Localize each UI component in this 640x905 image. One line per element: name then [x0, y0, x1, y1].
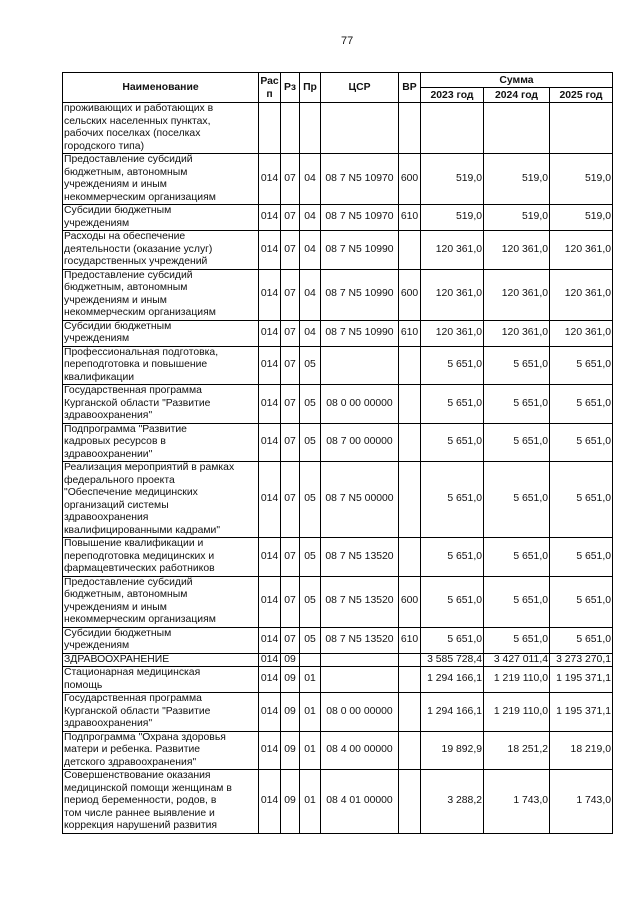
header-sum: Сумма [421, 73, 613, 88]
amount-2024-cell: 519,0 [484, 205, 550, 231]
amount-2024-cell: 5 651,0 [484, 423, 550, 462]
vr-cell [399, 667, 421, 693]
pr-cell: 04 [300, 269, 321, 320]
pr-cell [300, 103, 321, 154]
pr-cell: 04 [300, 205, 321, 231]
header-year-2025: 2025 год [550, 88, 613, 103]
rasp-cell [259, 103, 281, 154]
name-cell: Расходы на обеспечение деятельности (оказание услуг) государственных учреждений [63, 231, 259, 270]
pr-cell: 01 [300, 667, 321, 693]
table-row [63, 538, 613, 577]
amount-2024-cell: 5 651,0 [484, 462, 550, 538]
table-row [63, 667, 613, 693]
csr-cell [321, 103, 399, 154]
rasp-cell: 014 [259, 154, 281, 205]
rasp-cell: 014 [259, 731, 281, 770]
budget-table [62, 72, 613, 834]
rasp-cell: 014 [259, 576, 281, 627]
rz-cell: 09 [281, 731, 300, 770]
header-rasp: Рас п [259, 73, 281, 103]
header-rz: Рз [281, 73, 300, 103]
csr-cell: 08 7 N5 13520 [321, 627, 399, 653]
page-number: 77 [341, 35, 354, 47]
rz-cell: 07 [281, 154, 300, 205]
name-cell: Профессиональная подготовка, переподготовка и повышение квалификации [63, 346, 259, 385]
rasp-cell: 014 [259, 653, 281, 667]
table-row [63, 423, 613, 462]
rasp-cell: 014 [259, 667, 281, 693]
name-cell: Предоставление субсидий бюджетным, автономным учреждениям и иным некоммерческим организациям [63, 269, 259, 320]
amount-2025-cell: 519,0 [550, 154, 613, 205]
table-row [63, 231, 613, 270]
rasp-cell: 014 [259, 269, 281, 320]
vr-cell [399, 653, 421, 667]
amount-2024-cell: 5 651,0 [484, 346, 550, 385]
amount-2025-cell: 3 273 270,1 [550, 653, 613, 667]
rz-cell [281, 103, 300, 154]
table-row [63, 576, 613, 627]
pr-cell: 05 [300, 576, 321, 627]
csr-cell [321, 653, 399, 667]
table-body [63, 103, 613, 834]
amount-2024-cell: 1 743,0 [484, 770, 550, 834]
vr-cell [399, 103, 421, 154]
pr-cell: 05 [300, 423, 321, 462]
amount-2025-cell: 120 361,0 [550, 231, 613, 270]
table-row [63, 154, 613, 205]
amount-2025-cell: 5 651,0 [550, 462, 613, 538]
rz-cell: 07 [281, 576, 300, 627]
amount-2025-cell: 519,0 [550, 205, 613, 231]
vr-cell [399, 423, 421, 462]
name-cell: Субсидии бюджетным учреждениям [63, 205, 259, 231]
table-row [63, 770, 613, 834]
rasp-cell: 014 [259, 320, 281, 346]
csr-cell: 08 7 N5 10970 [321, 154, 399, 205]
amount-2025-cell: 5 651,0 [550, 385, 613, 424]
csr-cell: 08 7 N5 10970 [321, 205, 399, 231]
amount-2023-cell: 1 294 166,1 [421, 667, 484, 693]
table-row [63, 320, 613, 346]
rz-cell: 07 [281, 346, 300, 385]
rz-cell: 09 [281, 667, 300, 693]
amount-2023-cell: 5 651,0 [421, 627, 484, 653]
amount-2023-cell: 5 651,0 [421, 538, 484, 577]
rz-cell: 07 [281, 385, 300, 424]
amount-2025-cell: 120 361,0 [550, 320, 613, 346]
csr-cell: 08 7 N5 00000 [321, 462, 399, 538]
csr-cell [321, 667, 399, 693]
pr-cell: 05 [300, 538, 321, 577]
rasp-cell: 014 [259, 770, 281, 834]
rz-cell: 09 [281, 770, 300, 834]
vr-cell [399, 538, 421, 577]
rz-cell: 09 [281, 693, 300, 732]
amount-2025-cell: 18 219,0 [550, 731, 613, 770]
pr-cell: 05 [300, 627, 321, 653]
amount-2023-cell: 3 585 728,4 [421, 653, 484, 667]
table-row [63, 627, 613, 653]
name-cell: Предоставление субсидий бюджетным, автономным учреждениям и иным некоммерческим организациям [63, 154, 259, 205]
vr-cell [399, 385, 421, 424]
name-cell: Государственная программа Курганской области "Развитие здравоохранения" [63, 385, 259, 424]
name-cell: Стационарная медицинская помощь [63, 667, 259, 693]
vr-cell [399, 770, 421, 834]
csr-cell: 08 7 00 00000 [321, 423, 399, 462]
amount-2024-cell: 5 651,0 [484, 538, 550, 577]
amount-2024-cell: 120 361,0 [484, 231, 550, 270]
header-csr: ЦСР [321, 73, 399, 103]
amount-2024-cell: 120 361,0 [484, 269, 550, 320]
name-cell: ЗДРАВООХРАНЕНИЕ [63, 653, 259, 667]
amount-2023-cell: 519,0 [421, 205, 484, 231]
amount-2025-cell: 1 743,0 [550, 770, 613, 834]
vr-cell [399, 346, 421, 385]
amount-2024-cell: 5 651,0 [484, 627, 550, 653]
name-cell: Государственная программа Курганской области "Развитие здравоохранения" [63, 693, 259, 732]
csr-cell: 08 7 N5 10990 [321, 320, 399, 346]
amount-2024-cell [484, 103, 550, 154]
rasp-cell: 014 [259, 385, 281, 424]
amount-2024-cell: 18 251,2 [484, 731, 550, 770]
table-row [63, 205, 613, 231]
amount-2025-cell: 120 361,0 [550, 269, 613, 320]
rz-cell: 09 [281, 653, 300, 667]
amount-2023-cell: 5 651,0 [421, 576, 484, 627]
table-row [63, 653, 613, 667]
table-row [63, 346, 613, 385]
amount-2025-cell [550, 103, 613, 154]
amount-2025-cell: 5 651,0 [550, 576, 613, 627]
amount-2024-cell: 1 219 110,0 [484, 693, 550, 732]
pr-cell: 04 [300, 320, 321, 346]
header-year-2024: 2024 год [484, 88, 550, 103]
name-cell: Подпрограмма "Охрана здоровья матери и ребенка. Развитие детского здравоохранения" [63, 731, 259, 770]
vr-cell [399, 231, 421, 270]
pr-cell: 01 [300, 693, 321, 732]
name-cell: Субсидии бюджетным учреждениям [63, 320, 259, 346]
pr-cell: 01 [300, 731, 321, 770]
csr-cell: 08 4 00 00000 [321, 731, 399, 770]
vr-cell [399, 462, 421, 538]
amount-2023-cell: 3 288,2 [421, 770, 484, 834]
rasp-cell: 014 [259, 205, 281, 231]
table-header [63, 73, 613, 103]
amount-2023-cell [421, 103, 484, 154]
amount-2024-cell: 5 651,0 [484, 385, 550, 424]
amount-2023-cell: 120 361,0 [421, 320, 484, 346]
rasp-cell: 014 [259, 231, 281, 270]
rz-cell: 07 [281, 231, 300, 270]
csr-cell: 08 7 N5 10990 [321, 231, 399, 270]
header-year-2023: 2023 год [421, 88, 484, 103]
amount-2024-cell: 120 361,0 [484, 320, 550, 346]
amount-2024-cell: 5 651,0 [484, 576, 550, 627]
amount-2023-cell: 519,0 [421, 154, 484, 205]
pr-cell: 05 [300, 462, 321, 538]
header-row-top [63, 73, 613, 88]
rz-cell: 07 [281, 462, 300, 538]
rz-cell: 07 [281, 627, 300, 653]
name-cell: Предоставление субсидий бюджетным, автономным учреждениям и иным некоммерческим организациям [63, 576, 259, 627]
rasp-cell: 014 [259, 462, 281, 538]
amount-2023-cell: 5 651,0 [421, 423, 484, 462]
rasp-cell: 014 [259, 627, 281, 653]
header-vr: ВР [399, 73, 421, 103]
csr-cell: 08 0 00 00000 [321, 385, 399, 424]
rz-cell: 07 [281, 320, 300, 346]
pr-cell: 01 [300, 770, 321, 834]
vr-cell: 600 [399, 576, 421, 627]
amount-2025-cell: 1 195 371,1 [550, 667, 613, 693]
amount-2024-cell: 1 219 110,0 [484, 667, 550, 693]
csr-cell: 08 7 N5 10990 [321, 269, 399, 320]
amount-2025-cell: 1 195 371,1 [550, 693, 613, 732]
pr-cell: 04 [300, 154, 321, 205]
pr-cell: 05 [300, 346, 321, 385]
rasp-cell: 014 [259, 346, 281, 385]
csr-cell: 08 7 N5 13520 [321, 576, 399, 627]
csr-cell [321, 346, 399, 385]
vr-cell: 600 [399, 269, 421, 320]
table-row [63, 693, 613, 732]
rz-cell: 07 [281, 269, 300, 320]
header-pr: Пр [300, 73, 321, 103]
name-cell: Повышение квалификации и переподготовка медицинских и фармацевтических работников [63, 538, 259, 577]
vr-cell: 610 [399, 205, 421, 231]
amount-2024-cell: 3 427 011,4 [484, 653, 550, 667]
vr-cell: 600 [399, 154, 421, 205]
rasp-cell: 014 [259, 423, 281, 462]
name-cell: Подпрограмма "Развитие кадровых ресурсов в здравоохранении" [63, 423, 259, 462]
amount-2024-cell: 519,0 [484, 154, 550, 205]
amount-2025-cell: 5 651,0 [550, 423, 613, 462]
pr-cell [300, 653, 321, 667]
name-cell: Совершенствование оказания медицинской помощи женщинам в период беременности, родов, в том числе раннее выявление и коррекция нарушений развития [63, 770, 259, 834]
name-cell: проживающих и работающих в сельских населенных пунктах, рабочих поселках (поселках городского типа) [63, 103, 259, 154]
rz-cell: 07 [281, 205, 300, 231]
table-row [63, 269, 613, 320]
name-cell: Субсидии бюджетным учреждениям [63, 627, 259, 653]
amount-2023-cell: 120 361,0 [421, 231, 484, 270]
rasp-cell: 014 [259, 693, 281, 732]
csr-cell: 08 4 01 00000 [321, 770, 399, 834]
amount-2023-cell: 19 892,9 [421, 731, 484, 770]
table-row [63, 385, 613, 424]
vr-cell: 610 [399, 627, 421, 653]
amount-2025-cell: 5 651,0 [550, 346, 613, 385]
amount-2023-cell: 1 294 166,1 [421, 693, 484, 732]
rz-cell: 07 [281, 538, 300, 577]
amount-2023-cell: 5 651,0 [421, 385, 484, 424]
vr-cell [399, 731, 421, 770]
pr-cell: 04 [300, 231, 321, 270]
rasp-cell: 014 [259, 538, 281, 577]
rz-cell: 07 [281, 423, 300, 462]
amount-2023-cell: 5 651,0 [421, 346, 484, 385]
header-name: Наименование [63, 73, 259, 103]
table-row [63, 103, 613, 154]
amount-2025-cell: 5 651,0 [550, 538, 613, 577]
name-cell: Реализация мероприятий в рамках федерального проекта "Обеспечение медицинских организаций системы здравоохранения квалифицированными кадрами" [63, 462, 259, 538]
vr-cell: 610 [399, 320, 421, 346]
pr-cell: 05 [300, 385, 321, 424]
csr-cell: 08 0 00 00000 [321, 693, 399, 732]
vr-cell [399, 693, 421, 732]
amount-2023-cell: 120 361,0 [421, 269, 484, 320]
csr-cell: 08 7 N5 13520 [321, 538, 399, 577]
table-row [63, 462, 613, 538]
table-row [63, 731, 613, 770]
amount-2025-cell: 5 651,0 [550, 627, 613, 653]
amount-2023-cell: 5 651,0 [421, 462, 484, 538]
